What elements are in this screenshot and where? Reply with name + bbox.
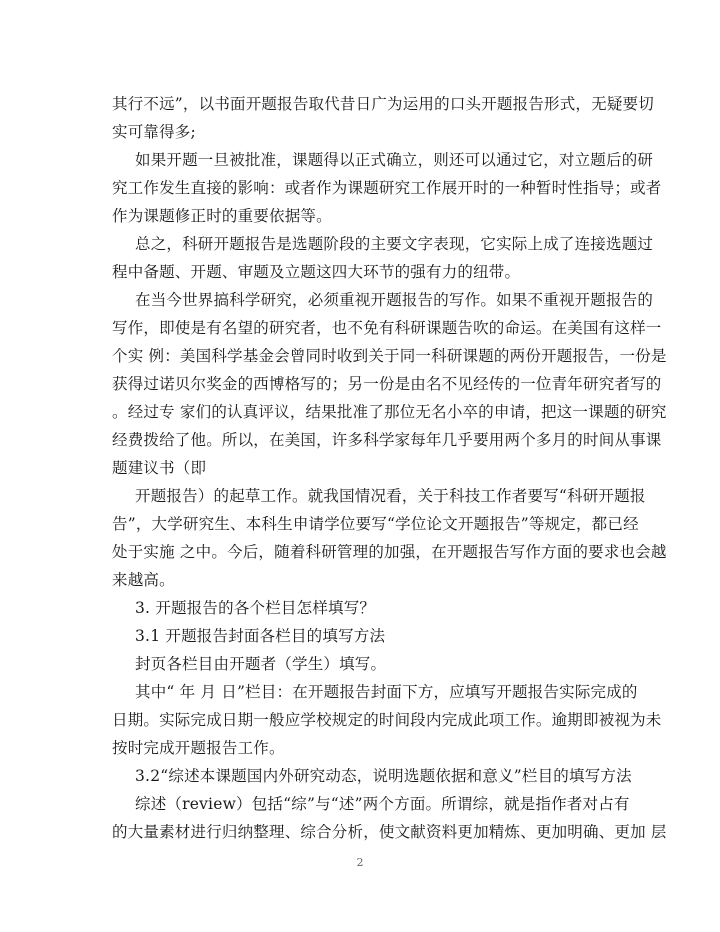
subsection-heading: 3.2“综述本课题国内外研究动态，说明选题依据和意义”栏目的填写方法 <box>135 767 632 785</box>
text-line: 作为课题修正时的重要依据等。 <box>112 207 332 225</box>
text-line: 综述（review）包括“综”与“述”两个方面。所谓综，就是指作者对占有 <box>135 795 630 813</box>
page-number: 2 <box>356 856 364 869</box>
text-line: 的大量素材进行归纳整理、综合分析，使文献资料更加精炼、更加明确、更加 层 <box>112 823 667 841</box>
text-line: 。经过专 家们的认真评议，结果批准了那位无名小卒的申请，把这一课题的研究 <box>112 403 667 421</box>
text-line: 日期。实际完成日期一般应学校规定的时间段内完成此项工作。逾期即被视为未 <box>112 711 662 729</box>
text-line: 其行不远”，以书面开题报告取代昔日广为运用的口头开题报告形式，无疑要切 <box>112 95 654 113</box>
text-line: 题建议书（即 <box>112 459 207 477</box>
text-line: 获得过诺贝尔奖金的西博格写的；另一份是由名不见经传的一位青年研究者写的 <box>112 375 662 393</box>
text-line: 写作，即使是有名望的研究者，也不免有科研课题告吹的命运。在美国有这样一 <box>112 319 662 337</box>
text-line: 封页各栏目由开题者（学生）填写。 <box>135 655 387 673</box>
text-line: 按时完成开题报告工作。 <box>112 739 285 757</box>
text-line: 在当今世界搞科学研究，必须重视开题报告的写作。如果不重视开题报告的 <box>135 291 654 309</box>
text-line: 其中“ 年 月 日”栏目：在开题报告封面下方，应填写开题报告实际完成的 <box>135 683 638 701</box>
section-heading: 3. 开题报告的各个栏目怎样填写？ <box>135 599 376 617</box>
text-line: 处于实施 之中。今后，随着科研管理的加强，在开题报告写作方面的要求也会越 <box>112 543 667 561</box>
text-line: 来越高。 <box>112 571 175 589</box>
text-line: 告”，大学研究生、本科生申请学位要写“学位论文开题报告”等规定，都已经 <box>112 515 639 533</box>
text-line: 个实 例：美国科学基金会曾同时收到关于同一科研课题的两份开题报告，一份是 <box>112 347 667 365</box>
text-line: 总之，科研开题报告是选题阶段的主要文字表现，它实际上成了连接选题过 <box>135 235 654 253</box>
text-line: 如果开题一旦被批准，课题得以正式确立，则还可以通过它，对立题后的研 <box>135 151 654 169</box>
text-line: 究工作发生直接的影响：或者作为课题研究工作展开时的一种暂时性指导；或者 <box>112 179 662 197</box>
text-line: 程中备题、开题、审题及立题这四大环节的强有力的纽带。 <box>112 263 521 281</box>
text-line: 开题报告）的起草工作。就我国情况看，关于科技工作者要写“科研开题报 <box>135 487 646 505</box>
text-line: 经费拨给了他。所以，在美国，许多科学家每年几乎要用两个多月的时间从事课 <box>112 431 662 449</box>
text-line: 实可靠得多; <box>112 123 196 141</box>
subsection-heading: 3.1 开题报告封面各栏目的填写方法 <box>135 627 386 645</box>
